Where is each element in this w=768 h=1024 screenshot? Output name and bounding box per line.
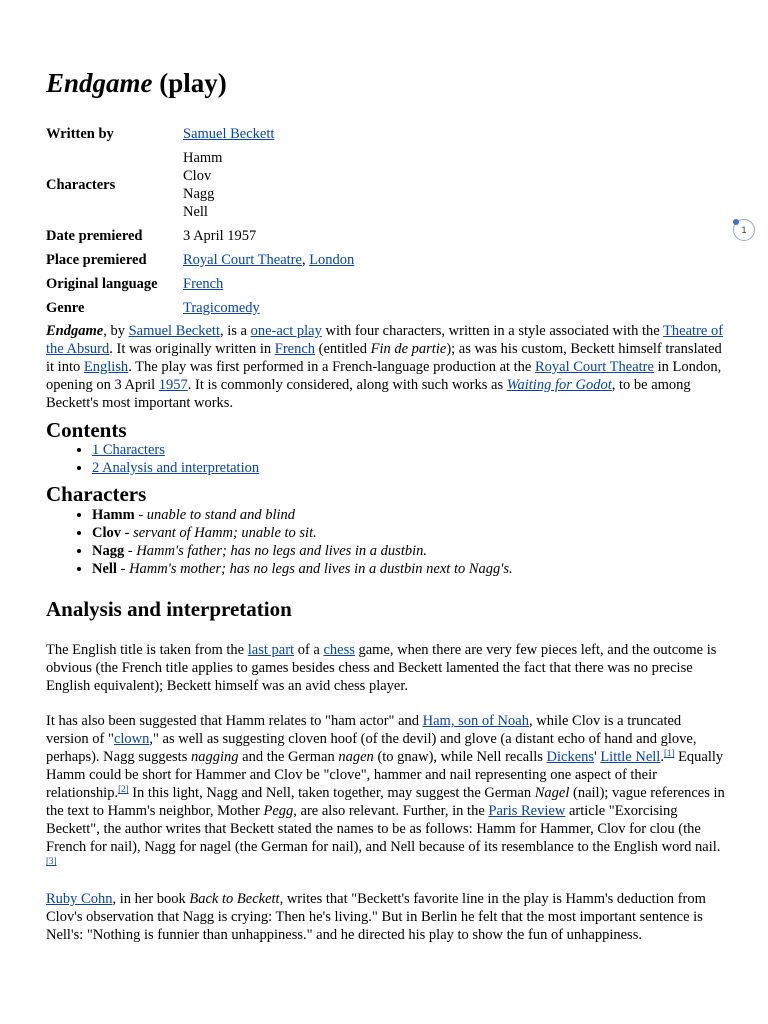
ruby-cohn-link[interactable]: Ruby Cohn — [46, 891, 113, 907]
analysis-paragraph-3: Ruby Cohn, in her book Back to Beckett, writes that "Beckett's favorite line in the play is Hamm's deduction from Clov's observation that Nagg is crying: Then he's living." But in Berlin he felt that the most important sentence is Nell's: "Nothing is funnier than unhappiness." and he directed his play to show the fun of unhappiness. — [46, 891, 706, 943]
list-item: • Nagg - Hamm's father; has no legs and lives in a dustbin. — [92, 542, 513, 560]
tragicomedy-link[interactable]: Tragicomedy — [183, 300, 260, 316]
dickens-link[interactable]: Dickens — [546, 749, 595, 765]
characters-heading: Characters — [46, 482, 147, 506]
infobox-characters-list — [183, 146, 354, 224]
infobox-row-characters — [46, 146, 354, 224]
english-link[interactable]: English — [83, 359, 129, 375]
infobox-label: Date premiered — [46, 228, 143, 244]
page-title — [46, 66, 227, 100]
citation-1-link[interactable]: [1] — [663, 748, 675, 758]
intro-title: Endgame — [46, 323, 104, 339]
infobox-label: Genre — [46, 300, 85, 316]
infobox-row-place-premiered — [46, 248, 354, 272]
infobox-row-date-premiered — [46, 224, 354, 248]
theatre-link[interactable]: Royal Court Theatre — [183, 252, 302, 268]
contents-item — [92, 459, 259, 477]
beckett-link[interactable]: Samuel Beckett — [128, 323, 220, 339]
clown-link[interactable]: clown — [113, 731, 150, 747]
contents-link-characters[interactable]: 1 Characters — [92, 442, 165, 458]
last-part-link[interactable]: last part — [247, 642, 295, 658]
infobox-label: Characters — [46, 177, 116, 193]
analysis-paragraph-1: The English title is taken from the last part of a chess game, when there are very few pieces left, and the outcome is obvious (the French title applies to games besides chess and Beckett lamented the fact that there was no precise English equivalent); Beckett himself was an avid chess player. — [46, 642, 717, 694]
infobox-character: Nagg — [183, 186, 215, 202]
intro-paragraph: Endgame, by Samuel Beckett, is a one-act play with four characters, written in a style associated with the Theatre of the Absurd. It was originally written in French (entitled Fin de partie); as was his custom, Beckett himself translated it into English. The play was first performed in a French-language production at the Royal Court Theatre in London, opening on 3 April 1957. It is commonly considered, along with such works as Waiting for Godot, to be among Beckett's most important works. — [46, 323, 724, 411]
page-title-rest: (play) — [159, 68, 227, 98]
citation-2-link[interactable]: [2] — [118, 784, 129, 794]
french-link[interactable]: French — [183, 276, 224, 292]
analysis-paragraph-2: It has also been suggested that Hamm relates to "ham actor" and Ham, son of Noah, while Clov is a truncated version of "clown," as well as suggesting cloven hoof (of the devil) and glove (a distant echo of hand and glove, perhaps). Nagg suggests nagging and the German nagen (to gnaw), while Nell recalls Dickens' Little Nell.[1] Equally Hamm could be short for Hammer and Clov be "clove", hammer and nail representing one aspect of their relationship.[2] In this light, Nagg and Nell, taken together, may suggest the German Nagel (nail); vague references in the text to Hamm's neighbor, Mother Pegg, are also relevant. Further, in the Paris Review article "Exorcising Beckett", the author writes that Beckett stated the names to be as follows: Hamm for Hammer, Clov for clou (the French for nail), Nagg for nagel (the German for nail), and Nell because of its resemblance to the English word nail.[3] — [46, 713, 725, 866]
analysis-heading: Analysis and interpretation — [46, 597, 292, 621]
page-number: 1 — [741, 225, 747, 235]
little-nell-link[interactable]: Little Nell — [600, 749, 661, 765]
infobox-label: Place premiered — [46, 252, 147, 268]
contents-list — [46, 441, 259, 477]
page-title-italic: Endgame — [46, 68, 153, 98]
infobox — [46, 122, 354, 320]
citation-3-link[interactable]: [3] — [46, 856, 57, 866]
author-link[interactable]: Samuel Beckett — [183, 126, 275, 142]
infobox-character: Nell — [183, 204, 208, 220]
separator: , — [301, 252, 310, 268]
infobox-character: Clov — [183, 168, 212, 184]
london-link[interactable]: London — [309, 252, 355, 268]
waiting-for-godot-link[interactable]: Waiting for Godot — [506, 377, 612, 393]
one-act-play-link[interactable]: one-act play — [250, 323, 322, 339]
royal-court-link[interactable]: Royal Court Theatre — [535, 359, 654, 375]
theatre-of-absurd-link[interactable]: Theatre of the Absurd — [46, 323, 724, 357]
ham-son-of-noah-link[interactable]: Ham, son of Noah — [422, 713, 529, 729]
chess-link[interactable]: chess — [323, 642, 355, 658]
contents-link-analysis[interactable]: 2 Analysis and interpretation — [92, 460, 260, 476]
contents-item — [92, 441, 259, 459]
infobox-label: Written by — [46, 126, 114, 142]
infobox-row-original-language — [46, 272, 354, 296]
infobox-value: 3 April 1957 — [183, 228, 257, 244]
infobox-row-genre — [46, 296, 354, 320]
list-item: • Nell - Hamm's mother; has no legs and lives in a dustbin next to Nagg's. — [92, 560, 513, 578]
french-link[interactable]: French — [274, 341, 316, 357]
list-item: • Clov - servant of Hamm; unable to sit. — [92, 524, 513, 542]
list-item: • Hamm - unable to stand and blind — [92, 506, 513, 524]
infobox-label: Original language — [46, 276, 158, 292]
marker-dot-icon — [733, 219, 739, 225]
contents-heading: Contents — [46, 418, 127, 442]
characters-list — [46, 506, 513, 578]
infobox-character: Hamm — [183, 150, 223, 166]
page-number-marker[interactable] — [733, 219, 755, 241]
infobox-row-written-by — [46, 122, 354, 146]
year-1957-link[interactable]: 1957 — [158, 377, 188, 393]
paris-review-link[interactable]: Paris Review — [488, 803, 566, 819]
